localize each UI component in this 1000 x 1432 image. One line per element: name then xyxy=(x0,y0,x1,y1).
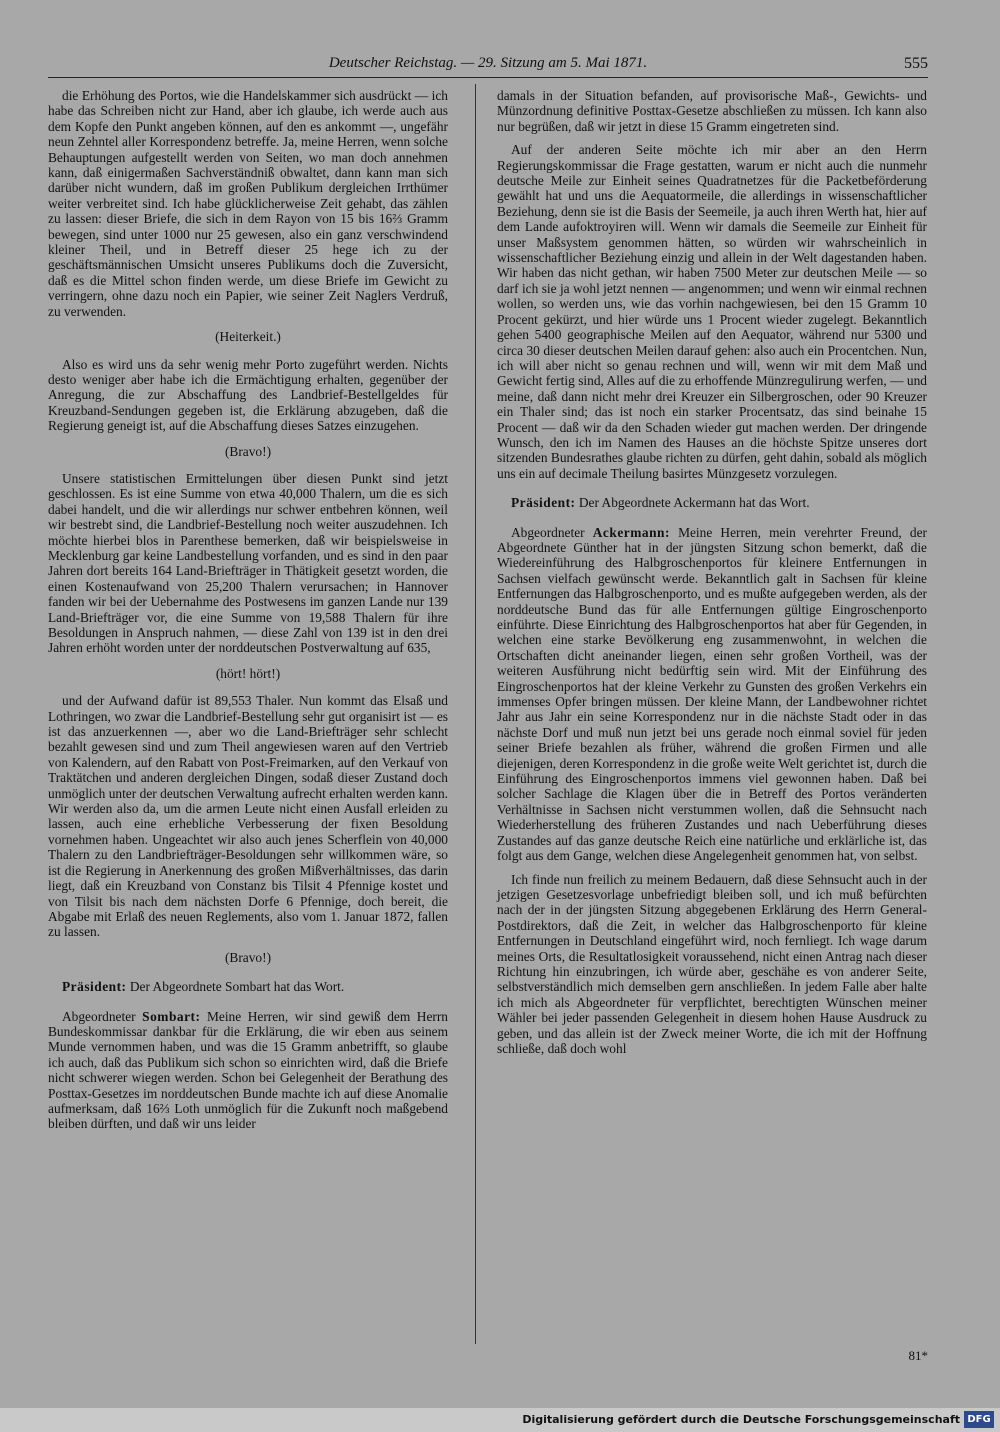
page-header xyxy=(48,52,928,76)
signature-mark: 81* xyxy=(908,1348,928,1363)
speech-lead: Abgeordneter xyxy=(511,524,593,540)
speech-text: Meine Herren, wir sind gewiß dem Herrn Bundeskommissar dankbar für die Erklärung, die wir eben aus seinem Munde vernommen haben, und was die 15 Gramm anbetrifft, so glaube ich auch, daß das Publikum sich schon so einrichten wird, daß die Briefe nicht schwerer wiegen werden. Schon bei Gelegenheit der Berathung des Posttax-Gesetzes im norddeutschen Bunde machte ich auf diese Anomalie aufmerksam, daß 16⅔ Loth unmöglich für die Zukunft noch maßgebend bleiben dürften, und daß wir uns leider xyxy=(48,1008,448,1132)
interjection: (hört! hört!) xyxy=(215,665,281,681)
speech-paragraph xyxy=(48,1009,448,1132)
paragraph: Auf der anderen Seite möchte ich mir aber an den Herrn Regierungskommissar die Frage gestatten, warum er nicht auch die nunmehr deutsche Meile zur Einheit seines Quadratnetzes für die Packetbeförderung gewählt hat und uns die Aequatormeile, die allerdings in wissenschaftlicher Beziehung, denn sie ist die Basis der Seemeile, ja auch ihren Werth hat, hier auf dem Lande aufoktroyiren will. Wenn wir damals die Seemeile zur Einheit für unser Maßsystem genommen hätten, so würden wir wahrscheinlich in wissenschaftlicher Beziehung einzig und allein in der Welt dagestanden haben. Wir haben das nicht gethan, wir haben 7500 Meter zur deutschen Meile — so darf ich sie ja wohl jetzt nennen — angenommen; und wenn wir einmal rechnen wollen, so werden uns, wie das vorhin nachgewiesen, bei den 15 Gramm 10 Procent gekürzt, und hier würde uns 1 Procent wieder zugelegt. Bekanntlich gehen 5400 geographische Meilen auf den Aequator, während nur 5300 und circa 30 dieser deutschen Meilen darauf gehen: also auch ein Procentchen. Nun, ich will aber nicht so genau rechnen und will, wenn wir mit dem Maß und Gewicht fertig sind, Alles auf die zu erhoffende Münzregulirung werfen, — und meine, daß dann nicht mehr drei Kreuzer ein Silbergroschen, oder 90 Kreuzer ein Thaler sind; das ist noch ein starker Procentsatz, das sind beinahe 15 Procent — daß wir da den Schaden wieder gut machen werden. Der dringende Wunsch, den ich im Namen des Hauses an die höchste Spitze unseres dort sitzenden Bundesrathes glaube richten zu dürfen, geht dahin, sobald als möglich uns ein auf decimale Theilung basirtes Münzgesetz vorzulegen. xyxy=(497,142,927,481)
right-column xyxy=(497,88,927,1064)
paragraph: die Erhöhung des Portos, wie die Handelskammer sich ausdrückt — ich habe das Schreiben nicht zur Hand, aber ich glaube, ich werde auch aus dem Kopfe den Punkt angeben können, auf den es ankommt —, ungefähr neun Zehntel aller Korrespondenz betreffe. Ja, meine Herren, wenn solche Behauptungen aufgestellt werden von Seiten, wo man doch annehmen kann, daß einigermaßen Sachverständniß obwaltet, dann kann man sich darüber nicht wundern, daß im großen Publikum dergleichen Irrthümer weiter verbreitet sind. Ich habe glücklicherweise Zeit gehabt, das zählen zu lassen: dieser Briefe, die sich in dem Rayon von 15 bis 16⅔ Gramm bewegen, sind unter 1000 nur 25 gewesen, also ein ganz verschwindend kleiner Theil, und in Betreff dieser 25 hege ich zu der geschäftsmännischen Umsicht unseres Publikums doch die Zuversicht, daß es die Mittel schon finden werde, um diese Briefe im Gewicht zu verringern, ohne dazu noch ein Papier, wie seiner Zeit Naglers Verdruß, zu verwenden. xyxy=(48,88,448,319)
funding-credit: Digitalisierung gefördert durch die Deutsche Forschungsgemeinschaft xyxy=(522,1413,960,1426)
header-rule xyxy=(48,77,928,78)
speaker-label: Präsident: xyxy=(62,979,127,995)
dfg-logo-icon[interactable]: DFG xyxy=(964,1411,994,1428)
speaker-line xyxy=(48,979,448,994)
speaker-text: Der Abgeordnete Ackermann hat das Wort. xyxy=(578,495,810,511)
speaker-text: Der Abgeordnete Sombart hat das Wort. xyxy=(129,979,345,995)
speech-lead: Abgeordneter xyxy=(62,1008,143,1024)
paragraph: und der Aufwand dafür ist 89,553 Thaler. Nun kommt das Elsaß und Lothringen, wo zwar die Landbrief-Bestellung sehr gut organisirt ist — es ist das anzuerkennen —, aber wo die Land-Briefträger sehr schlecht bezahlt gewesen sind und zum Theil angewiesen waren auf den Vertrieb von Kalendern, auf den Rabatt von Post-Freimarken, auf den Verkauf von Traktätchen und anderen dergleichen Dingen, sodaß dieser Zustand doch unmöglich unter der deutschen Verwaltung aufrecht erhalten werden kann. Wir werden also da, um die armen Leute nicht einen Ausfall erleiden zu lassen, auch eine erhebliche Verbesserung der fixen Besoldung vornehmen haben. Ungeachtet wir also auch jenes Scherflein von 40,000 Thalern zu den Landbriefträger-Besoldungen sehr willkommen wäre, so ist die Regierung in Anerkennung des großen Mißverhältnisses, das darin liegt, daß ein Kreuzband von Constanz bis Tilsit 4 Pfennige kostet und von Tilsit bis nach dem nächsten Dorfe 6 Pfennige, doch bereit, die Abgabe mit Erlaß des neuen Reglements, also vom 1. Januar 1872, fallen zu lassen. xyxy=(48,693,448,940)
speaker-label: Präsident: xyxy=(511,495,576,511)
interjection: (Heiterkeit.) xyxy=(215,329,281,345)
paragraph: Unsere statistischen Ermittelungen über diesen Punkt sind jetzt geschlossen. Es ist eine Summe von etwa 40,000 Thalern, um die es sich dabei handelt, und die wir allerdings nur schwer entbehren können, weil wir bestrebt sind, die Landbrief-Bestellung noch weiter auszudehnen. Ich möchte hierbei blos in Parenthese bemerken, daß wir beispielsweise in Mecklenburg gar keine Landbestellung vorfanden, und es sind in den paar Jahren dort bereits 164 Land-Briefträger in Thätigkeit gesetzt worden, die einen Kostenaufwand von 25,200 Thalern verursachen; in Hannover fanden wir bei der Uebernahme des Postwesens im ganzen Lande nur 139 Land-Briefträger vor, die eine Summe von 19,588 Thalern für ihre Besoldungen in Anspruch nahmen, — diese Zahl von 139 ist in den drei Jahren erhöht worden unter der norddeutschen Postverwaltung auf 635, xyxy=(48,470,448,656)
left-column xyxy=(48,88,448,1140)
speech-paragraph xyxy=(497,525,927,864)
digitization-footer xyxy=(0,1408,1000,1432)
column-divider xyxy=(475,84,476,1344)
page-number: 555 xyxy=(904,55,928,72)
speech-text: Meine Herren, mein verehrter Freund, der Abgeordnete Günther hat in der jüngsten Sitzung schon bemerkt, daß die Wiedereinführung des Halbgroschenportos für kleinere Entfernungen in Sachsen vielfach gewünscht werde. Bekanntlich galt in Sachsen für kleine Entfernungen das Halbgroschenporto, und es mußte aufgegeben werden, als der norddeutsche Bund das für alle Entfernungen gültige Eingroschenporto einführte. Diese Einrichtung des Halbgroschenportos hat aber für Gegenden, in welchen eine starke Bevölkerung eng zusammenwohnt, in welchen die Ortschaften dicht aneinander liegen, einen sehr großen Vortheil, was der weiteren Ausführung nicht bedürftig sein wird. Mit der Einführung des Eingroschenportos hat der kleine Verkehr zu Gunsten des großen Verkehrs ein immenses Opfer bringen müssen. Der kleine Mann, der Landbewohner richtet Jahr aus Jahr ein seine Korrespondenz nur in die nächste Stadt oder in das nächste Dorf und muß nun jetzt bei uns gerade noch einmal soviel für jeden seiner Briefe bezahlen als früher, während die großen Firmen und alle diejenigen, deren Korrespondenz in die große weite Welt gerichtet ist, durch die Einführung des Eingroschenportos immens viel gewonnen haben. Daß bei solcher Sachlage die Klagen über die in Betreff des Portos veränderten Verhältnisse in Sachsen nicht verstummen wollen, daß die Sehnsucht nach Wiederherstellung des früheren Zustandes und nach Ueberführung dieses Zustandes auf das ganze deutsche Reich eine natürliche und erklärliche ist, das folgt aus dem Gange, welchen diese Angelegenheit genommen hat, von selbst. xyxy=(497,524,927,864)
interjection: (Bravo!) xyxy=(224,443,272,459)
paragraph: Ich finde nun freilich zu meinem Bedauern, daß diese Sehnsucht auch in der jetzigen Gesetzesvorlage unbefriedigt bleiben soll, und ich muß befürchten nach der in der jüngsten Sitzung abgegebenen Erklärung des Herrn General-Postdirektors, daß die Zeit, in welcher das Halbgroschenporto für kleine Entfernungen in Deutschland eingeführt wird, noch fernliegt. Ich wage darum meines Orts, die Resultatlosigkeit voraussehend, nicht einen Antrag nach dieser Richtung hin einzubringen, ich würde aber, geschähe es von anderer Seite, selbstverständlich mich demselben gern anschließen. In jedem Falle aber halte ich mich als Abgeordneter für verpflichtet, berechtigten Wünschen meiner Wähler bei jeder passenden Gelegenheit in diesem hohen Hause Ausdruck zu geben, und das allein ist der Zweck meiner Worte, die ich mit der Hoffnung schließe, daß doch wohl xyxy=(497,871,927,1056)
interjection: (Bravo!) xyxy=(224,949,272,965)
speaker-line xyxy=(497,495,927,510)
running-title: Deutscher Reichstag. — 29. Sitzung am 5. Mai 1871. xyxy=(328,55,648,71)
paragraph: Also es wird uns da sehr wenig mehr Porto zugeführt werden. Nichts desto weniger aber habe ich die Ermächtigung erhalten, gegenüber der Anregung, die zur Abschaffung des Landbrief-Bestellgeldes für Kreuzband-Sendungen gegeben ist, die Erklärung abzugeben, daß die Regierung geneigt ist, auf die Abschaffung dieses Satzes einzugehen. xyxy=(48,356,448,434)
speaker-name: Sombart: xyxy=(142,1008,201,1024)
paragraph: damals in der Situation befanden, auf provisorische Maß-, Gewichts- und Münzordnung definitive Posttax-Gesetze abschließen zu müssen. Ich kann also nur begrüßen, daß wir jetzt in diese 15 Gramm eingetreten sind. xyxy=(497,88,927,134)
speaker-name: Ackermann: xyxy=(592,524,670,540)
